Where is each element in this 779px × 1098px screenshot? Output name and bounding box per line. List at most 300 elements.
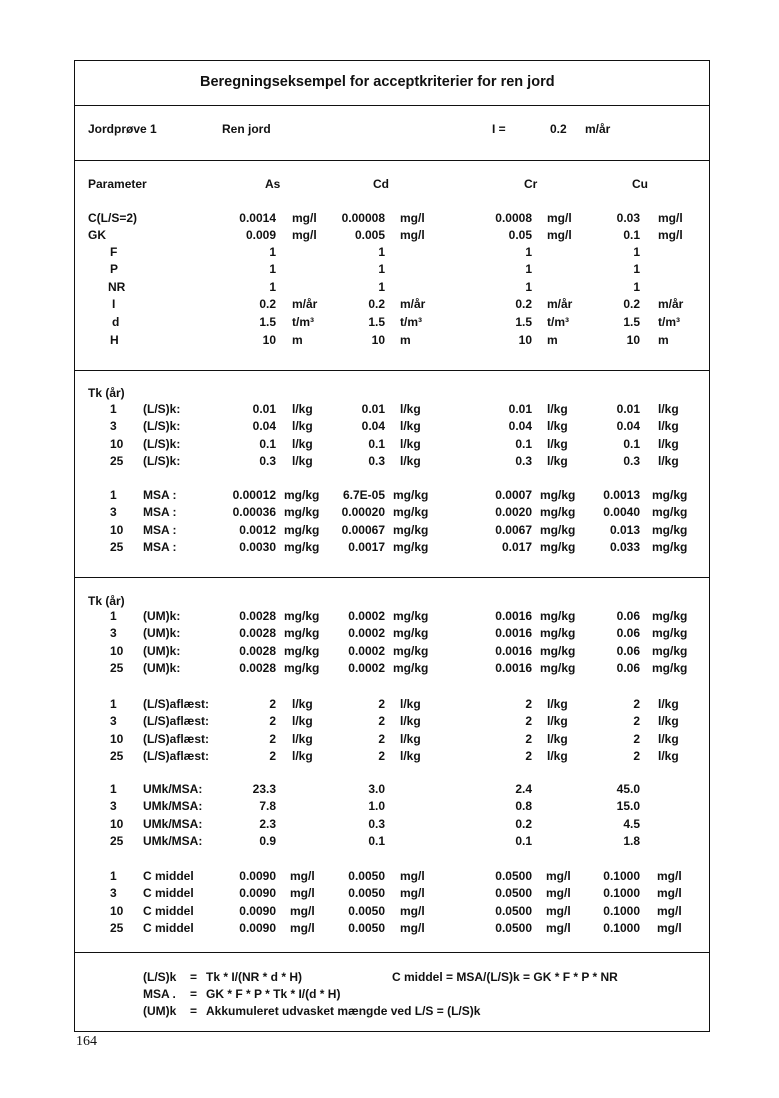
cell-unit: l/kg xyxy=(547,454,568,469)
row-label: C middel xyxy=(143,869,194,883)
cell-unit: mg/l xyxy=(657,903,682,918)
cell-unit: mg/kg xyxy=(284,643,320,658)
i-label: I = xyxy=(492,122,506,136)
cell-unit: mg/l xyxy=(290,921,315,936)
cell-value: 2 xyxy=(378,714,385,729)
param-unit: mg/l xyxy=(292,211,317,225)
cell-unit: mg/l xyxy=(400,869,425,883)
cell-value: 0.0013 xyxy=(603,488,640,502)
cell-unit: mg/kg xyxy=(540,505,576,520)
cell-value: 0.1000 xyxy=(603,903,640,918)
cell-value: 0.0028 xyxy=(239,626,276,641)
param-value: 1.5 xyxy=(515,315,532,329)
param-value: 0.2 xyxy=(259,297,276,311)
tk-year: 3 xyxy=(110,714,117,729)
metal-header: Cu xyxy=(632,177,648,191)
cell-unit: mg/l xyxy=(400,921,425,936)
row-label: (UM)k: xyxy=(143,626,181,641)
cell-value: 0.06 xyxy=(616,626,640,641)
cell-value: 0.0002 xyxy=(348,609,385,623)
cell-value: 0.0020 xyxy=(495,505,532,520)
tk-year: 1 xyxy=(110,782,117,796)
param-unit: mg/l xyxy=(547,228,572,242)
cell-unit: l/kg xyxy=(400,714,421,729)
cell-value: 2 xyxy=(269,731,276,746)
cell-value: 0.0007 xyxy=(495,488,532,502)
tk-year: 3 xyxy=(110,505,117,520)
param-value: 0.009 xyxy=(245,228,276,242)
param-value: 1 xyxy=(525,262,532,276)
cell-unit: mg/kg xyxy=(652,626,688,641)
cell-value: 0.0090 xyxy=(239,869,276,883)
param-value: 0.1 xyxy=(623,228,640,242)
cell-value: 2.4 xyxy=(515,782,532,796)
cell-value: 0.0050 xyxy=(348,903,385,918)
param-value: 1.5 xyxy=(623,315,640,329)
cell-unit: l/kg xyxy=(658,419,679,434)
param-value: 1 xyxy=(269,262,276,276)
cell-value: 0.00020 xyxy=(341,505,385,520)
formula-msa-lhs: MSA . xyxy=(143,987,176,1001)
row-label: UMk/MSA: xyxy=(143,834,203,849)
cell-value: 0.0016 xyxy=(495,626,532,641)
cell-value: 0.1 xyxy=(368,436,385,451)
cell-unit: l/kg xyxy=(400,731,421,746)
formula-eq: = xyxy=(190,1004,198,1018)
cell-value: 0.1 xyxy=(368,834,385,849)
param-value: 10 xyxy=(262,333,276,347)
cell-unit: l/kg xyxy=(547,419,568,434)
cell-value: 0.3 xyxy=(515,454,532,469)
cell-value: 0.2 xyxy=(515,816,532,831)
cell-unit: mg/l xyxy=(657,886,682,901)
param-value: 10 xyxy=(626,333,640,347)
cell-unit: mg/l xyxy=(400,886,425,901)
row-label: MSA : xyxy=(143,522,177,537)
cell-unit: mg/kg xyxy=(540,540,576,555)
param-unit: m/år xyxy=(547,297,573,311)
param-unit: m/år xyxy=(292,297,318,311)
cell-unit: mg/l xyxy=(400,903,425,918)
cell-unit: mg/kg xyxy=(652,540,688,555)
cell-value: 23.3 xyxy=(252,782,276,796)
cell-unit: mg/kg xyxy=(284,488,320,502)
cell-value: 0.0500 xyxy=(495,869,532,883)
cell-unit: mg/l xyxy=(290,869,315,883)
param-value: 1.5 xyxy=(259,315,276,329)
cell-value: 0.0016 xyxy=(495,643,532,658)
param-value: 1 xyxy=(633,262,640,276)
cell-value: 0.0090 xyxy=(239,903,276,918)
param-unit: mg/l xyxy=(400,228,425,242)
row-label: C middel xyxy=(143,921,194,936)
param-value: 1 xyxy=(378,245,385,259)
row-label: (L/S)aflæst: xyxy=(143,714,209,729)
parameter-header: Parameter xyxy=(88,177,147,191)
cell-value: 0.0500 xyxy=(495,903,532,918)
cell-value: 0.0012 xyxy=(239,522,276,537)
tk-year: 3 xyxy=(110,799,117,814)
cell-value: 0.01 xyxy=(361,402,385,416)
formula-eq: = xyxy=(190,970,198,984)
param-value: 1 xyxy=(269,245,276,259)
cell-value: 0.1000 xyxy=(603,886,640,901)
cell-unit: mg/kg xyxy=(393,609,429,623)
cell-value: 0.01 xyxy=(508,402,532,416)
row-label: C middel xyxy=(143,886,194,901)
cell-value: 2 xyxy=(269,714,276,729)
row-label: UMk/MSA: xyxy=(143,782,203,796)
cell-value: 15.0 xyxy=(616,799,640,814)
cell-unit: mg/kg xyxy=(284,609,320,623)
page-title: Beregningseksempel for acceptkriterier for ren jord xyxy=(200,74,555,90)
cell-unit: l/kg xyxy=(292,714,313,729)
cell-unit: mg/kg xyxy=(540,609,576,623)
metal-header: As xyxy=(265,177,281,191)
cell-value: 0.0016 xyxy=(495,661,532,676)
cell-unit: l/kg xyxy=(400,419,421,434)
cell-unit: mg/kg xyxy=(284,522,320,537)
tk-year: 1 xyxy=(110,869,117,883)
param-value: 1.5 xyxy=(368,315,385,329)
tk-year: 10 xyxy=(110,731,124,746)
cell-unit: l/kg xyxy=(400,697,421,711)
cell-value: 2 xyxy=(378,749,385,764)
tk-year: 10 xyxy=(110,643,124,658)
cell-value: 0.8 xyxy=(515,799,532,814)
row-label: MSA : xyxy=(143,540,177,555)
cell-value: 0.04 xyxy=(361,419,385,434)
row-label: MSA : xyxy=(143,505,177,520)
param-label: H xyxy=(110,333,119,347)
cell-unit: mg/kg xyxy=(284,505,320,520)
cell-value: 0.01 xyxy=(616,402,640,416)
param-value: 10 xyxy=(371,333,385,347)
cell-unit: mg/kg xyxy=(652,609,688,623)
divider xyxy=(75,952,709,953)
metal-header: Cr xyxy=(524,177,538,191)
param-unit: m/år xyxy=(658,297,684,311)
cell-unit: l/kg xyxy=(658,454,679,469)
cell-value: 0.04 xyxy=(508,419,532,434)
tk-year: 1 xyxy=(110,488,117,502)
cell-unit: l/kg xyxy=(658,714,679,729)
formula-c-middel: C middel = MSA/(L/S)k = GK * F * P * NR xyxy=(392,970,618,984)
param-value: 0.2 xyxy=(623,297,640,311)
cell-value: 0.1 xyxy=(515,436,532,451)
formula-eq: = xyxy=(190,987,198,1001)
cell-value: 0.1 xyxy=(623,436,640,451)
cell-value: 6.7E-05 xyxy=(342,488,385,502)
cell-unit: mg/kg xyxy=(540,643,576,658)
cell-unit: mg/kg xyxy=(540,661,576,676)
cell-value: 0.0028 xyxy=(239,643,276,658)
cell-value: 0.0028 xyxy=(239,609,276,623)
cell-value: 2 xyxy=(269,749,276,764)
cell-unit: mg/kg xyxy=(393,522,429,537)
cell-value: 2 xyxy=(633,697,640,711)
tk-year: 25 xyxy=(110,454,124,469)
cell-unit: mg/kg xyxy=(652,488,688,502)
cell-unit: mg/l xyxy=(657,921,682,936)
cell-unit: mg/l xyxy=(546,869,571,883)
cell-value: 2 xyxy=(525,697,532,711)
cell-value: 0.0028 xyxy=(239,661,276,676)
param-value: 0.05 xyxy=(508,228,532,242)
cell-unit: l/kg xyxy=(292,731,313,746)
cell-value: 0.0500 xyxy=(495,886,532,901)
param-value: 0.2 xyxy=(515,297,532,311)
formula-um-rhs: Akkumuleret udvasket mængde ved L/S = (L/S)k xyxy=(206,1004,481,1018)
cell-value: 0.0002 xyxy=(348,661,385,676)
page-number: 164 xyxy=(76,1034,97,1049)
tk-year: 10 xyxy=(110,522,124,537)
cell-value: 2 xyxy=(525,731,532,746)
tk-year: 25 xyxy=(110,921,124,936)
cell-value: 0.04 xyxy=(252,419,276,434)
row-label: (L/S)k: xyxy=(143,402,181,416)
param-unit: mg/l xyxy=(292,228,317,242)
cell-unit: l/kg xyxy=(292,749,313,764)
cell-unit: l/kg xyxy=(400,454,421,469)
param-unit: t/m³ xyxy=(547,315,569,329)
param-unit: m xyxy=(292,333,303,347)
cell-unit: l/kg xyxy=(400,749,421,764)
cell-unit: mg/l xyxy=(546,921,571,936)
tk-year: 3 xyxy=(110,626,117,641)
cell-value: 4.5 xyxy=(623,816,640,831)
param-label: F xyxy=(110,245,118,259)
cell-value: 0.1000 xyxy=(603,921,640,936)
cell-value: 2 xyxy=(525,714,532,729)
cell-value: 0.0050 xyxy=(348,886,385,901)
cell-value: 2 xyxy=(378,697,385,711)
row-label: C middel xyxy=(143,903,194,918)
tk-year: 10 xyxy=(110,436,124,451)
cell-value: 0.0002 xyxy=(348,626,385,641)
cell-unit: l/kg xyxy=(658,749,679,764)
row-label: (L/S)aflæst: xyxy=(143,749,209,764)
cell-value: 0.06 xyxy=(616,609,640,623)
cell-value: 0.00012 xyxy=(232,488,276,502)
cell-value: 1.8 xyxy=(623,834,640,849)
row-label: UMk/MSA: xyxy=(143,799,203,814)
cell-value: 0.0500 xyxy=(495,921,532,936)
cell-unit: l/kg xyxy=(658,697,679,711)
cell-value: 0.04 xyxy=(616,419,640,434)
param-unit: mg/l xyxy=(658,211,683,225)
cell-value: 0.06 xyxy=(616,643,640,658)
cell-unit: l/kg xyxy=(292,697,313,711)
cell-unit: mg/l xyxy=(546,903,571,918)
divider xyxy=(75,577,709,578)
metal-header: Cd xyxy=(373,177,389,191)
param-label: d xyxy=(112,315,120,329)
formula-msa-rhs: GK * F * P * Tk * I/(d * H) xyxy=(206,987,341,1001)
cell-value: 2 xyxy=(525,749,532,764)
i-value: 0.2 xyxy=(550,122,567,136)
cell-value: 0.0067 xyxy=(495,522,532,537)
cell-value: 0.0090 xyxy=(239,886,276,901)
cell-value: 0.033 xyxy=(609,540,640,555)
param-unit: m/år xyxy=(400,297,426,311)
param-value: 1 xyxy=(633,245,640,259)
cell-value: 2 xyxy=(633,714,640,729)
cell-unit: mg/kg xyxy=(393,661,429,676)
cell-unit: mg/kg xyxy=(540,488,576,502)
param-label: C(L/S=2) xyxy=(88,211,138,225)
param-unit: t/m³ xyxy=(400,315,422,329)
cell-value: 2 xyxy=(633,749,640,764)
param-value: 10 xyxy=(518,333,532,347)
param-value: 1 xyxy=(525,245,532,259)
cell-value: 0.01 xyxy=(252,402,276,416)
cell-value: 1.0 xyxy=(368,799,385,814)
cell-value: 7.8 xyxy=(259,799,276,814)
tk-year: 10 xyxy=(110,816,124,831)
cell-unit: mg/kg xyxy=(393,488,429,502)
param-unit: mg/l xyxy=(658,228,683,242)
row-label: (L/S)k: xyxy=(143,454,181,469)
param-value: 1 xyxy=(378,262,385,276)
tk-year: 1 xyxy=(110,609,117,623)
cell-value: 0.1 xyxy=(515,834,532,849)
i-unit: m/år xyxy=(585,122,611,136)
row-label: (UM)k: xyxy=(143,643,181,658)
cell-value: 0.013 xyxy=(609,522,640,537)
cell-unit: l/kg xyxy=(400,402,421,416)
param-value: 1 xyxy=(633,280,640,294)
cell-value: 0.0040 xyxy=(603,505,640,520)
param-unit: mg/l xyxy=(400,211,425,225)
cell-unit: l/kg xyxy=(292,402,313,416)
param-value: 0.03 xyxy=(616,211,640,225)
cell-value: 0.017 xyxy=(501,540,532,555)
param-value: 0.2 xyxy=(368,297,385,311)
cell-value: 0.0016 xyxy=(495,609,532,623)
tk-year: 25 xyxy=(110,661,124,676)
cell-value: 0.06 xyxy=(616,661,640,676)
param-value: 1 xyxy=(269,280,276,294)
param-value: 1 xyxy=(378,280,385,294)
tk-year: 1 xyxy=(110,402,117,416)
row-label: (UM)k: xyxy=(143,609,181,623)
row-label: (L/S)k: xyxy=(143,419,181,434)
tk-year: 25 xyxy=(110,540,124,555)
param-label: P xyxy=(110,262,119,276)
cell-value: 0.00036 xyxy=(232,505,276,520)
cell-unit: l/kg xyxy=(658,436,679,451)
cell-value: 0.9 xyxy=(259,834,276,849)
param-value: 0.00008 xyxy=(341,211,385,225)
tk-year: 25 xyxy=(110,834,124,849)
cell-value: 0.0050 xyxy=(348,869,385,883)
cell-value: 0.3 xyxy=(623,454,640,469)
cell-value: 2 xyxy=(633,731,640,746)
cell-unit: mg/kg xyxy=(652,643,688,658)
cell-unit: mg/kg xyxy=(393,540,429,555)
param-label: GK xyxy=(88,228,106,242)
row-label: (UM)k: xyxy=(143,661,181,676)
cell-unit: l/kg xyxy=(292,454,313,469)
cell-unit: mg/kg xyxy=(540,626,576,641)
cell-value: 0.3 xyxy=(259,454,276,469)
cell-unit: mg/kg xyxy=(393,643,429,658)
sample-label: Jordprøve 1 xyxy=(88,122,157,136)
cell-value: 2 xyxy=(378,731,385,746)
row-label: MSA : xyxy=(143,488,177,502)
param-label: NR xyxy=(108,280,126,294)
cell-unit: l/kg xyxy=(547,731,568,746)
cell-value: 3.0 xyxy=(368,782,385,796)
cell-unit: mg/kg xyxy=(284,540,320,555)
param-label: I xyxy=(112,297,116,311)
cell-value: 2 xyxy=(269,697,276,711)
row-label: (L/S)aflæst: xyxy=(143,731,209,746)
param-unit: m xyxy=(658,333,669,347)
tk-header: Tk (år) xyxy=(88,594,125,608)
cell-unit: l/kg xyxy=(400,436,421,451)
cell-unit: mg/kg xyxy=(393,505,429,520)
tk-header: Tk (år) xyxy=(88,386,125,400)
cell-unit: mg/l xyxy=(290,886,315,901)
cell-value: 0.3 xyxy=(368,454,385,469)
formula-ls-lhs: (L/S)k xyxy=(143,970,177,984)
divider xyxy=(75,370,709,371)
cell-unit: mg/kg xyxy=(284,626,320,641)
cell-unit: mg/kg xyxy=(652,522,688,537)
cell-value: 45.0 xyxy=(616,782,640,796)
tk-year: 25 xyxy=(110,749,124,764)
cell-value: 0.0090 xyxy=(239,921,276,936)
cell-value: 0.1 xyxy=(259,436,276,451)
tk-year: 3 xyxy=(110,419,117,434)
cell-unit: mg/kg xyxy=(540,522,576,537)
sample-type: Ren jord xyxy=(222,122,271,136)
cell-unit: l/kg xyxy=(658,402,679,416)
cell-unit: l/kg xyxy=(292,436,313,451)
divider xyxy=(75,160,709,161)
tk-year: 1 xyxy=(110,697,117,711)
param-value: 0.0014 xyxy=(239,211,276,225)
param-value: 0.005 xyxy=(354,228,385,242)
param-unit: mg/l xyxy=(547,211,572,225)
param-unit: t/m³ xyxy=(292,315,314,329)
tk-year: 3 xyxy=(110,886,117,901)
cell-unit: l/kg xyxy=(547,697,568,711)
cell-value: 0.0030 xyxy=(239,540,276,555)
row-label: (L/S)aflæst: xyxy=(143,697,209,711)
cell-value: 2.3 xyxy=(259,816,276,831)
cell-unit: l/kg xyxy=(658,731,679,746)
param-unit: t/m³ xyxy=(658,315,680,329)
cell-unit: l/kg xyxy=(547,436,568,451)
cell-value: 0.1000 xyxy=(603,869,640,883)
row-label: (L/S)k: xyxy=(143,436,181,451)
row-label: UMk/MSA: xyxy=(143,816,203,831)
cell-value: 0.0050 xyxy=(348,921,385,936)
cell-unit: mg/l xyxy=(546,886,571,901)
cell-unit: l/kg xyxy=(547,402,568,416)
param-unit: m xyxy=(547,333,558,347)
cell-unit: l/kg xyxy=(547,749,568,764)
param-value: 1 xyxy=(525,280,532,294)
formula-um-lhs: (UM)k xyxy=(143,1004,177,1018)
cell-value: 0.3 xyxy=(368,816,385,831)
cell-unit: mg/kg xyxy=(652,661,688,676)
cell-unit: mg/l xyxy=(290,903,315,918)
cell-unit: l/kg xyxy=(547,714,568,729)
